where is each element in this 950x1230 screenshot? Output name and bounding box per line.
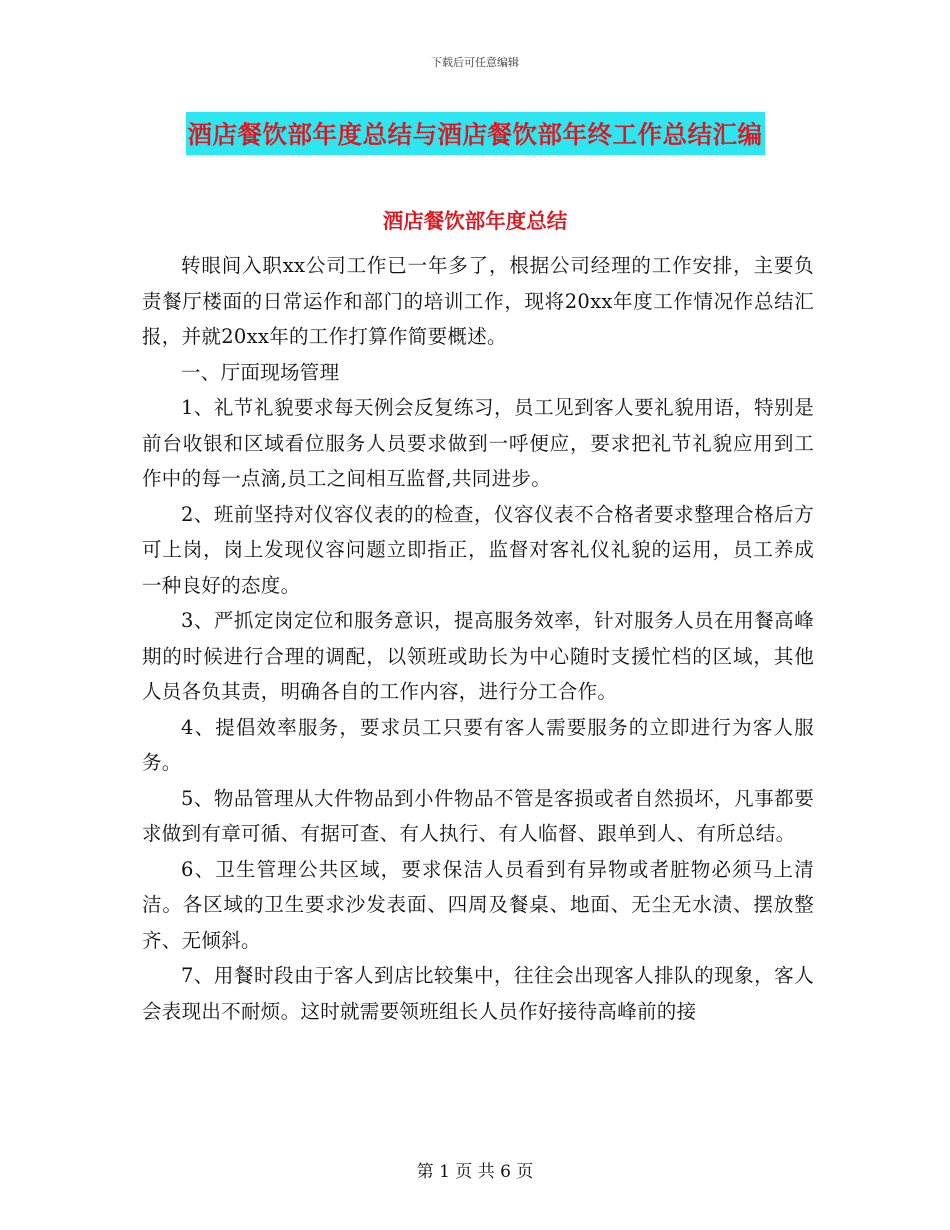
document-title-text: 酒店餐饮部年度总结与酒店餐饮部年终工作总结汇编 xyxy=(186,112,765,155)
document-body xyxy=(142,248,814,1029)
section-title: 酒店餐饮部年度总结 xyxy=(382,209,568,233)
paragraph-item-1: 1、礼节礼貌要求每天例会反复练习，员工见到客人要礼貌用语，特别是前台收银和区域看位服务人员要求做到一呼便应，要求把礼节礼貌应用到工作中的每一点滴,员工之间相互监督,共同进步。 xyxy=(142,396,814,490)
paragraph-item-3: 3、严抓定岗定位和服务意识，提高服务效率，针对服务人员在用餐高峰期的时候进行合理的调配，以领班或助长为中心随时支援忙档的区域，其他人员各负其责，明确各自的工作内容，进行分工合作。 xyxy=(142,609,814,703)
paragraph-item-6: 6、卫生管理公共区域，要求保洁人员看到有异物或者脏物必须马上清洁。各区域的卫生要求沙发表面、四周及餐桌、地面、无尘无水渍、摆放整齐、无倾斜。 xyxy=(142,857,814,952)
page-footer xyxy=(0,1157,950,1182)
paragraph-item-2: 2、班前坚持对仪容仪表的的检查，仪容仪表不合格者要求整理合格后方可上岗，岗上发现仪容问题立即指正，监督对客礼仪礼貌的运用，员工养成一种良好的态度。 xyxy=(142,502,814,597)
paragraph-item-4: 4、提倡效率服务，要求员工只要有客人需要服务的立即进行为客人服务。 xyxy=(142,715,814,774)
paragraph-item-7: 7、用餐时段由于客人到店比较集中，往往会出现客人排队的现象，客人会表现出不耐烦。这时就需要领班组长人员作好接待高峰前的接 xyxy=(142,964,814,1023)
paragraph-item-5: 5、物品管理从大件物品到小件物品不管是客损或者自然损坏，凡事都要求做到有章可循、有据可查、有人执行、有人临督、跟单到人、有所总结。 xyxy=(142,786,814,845)
document-title xyxy=(0,112,950,155)
paragraph-heading-hall-management: 一、厅面现场管理 xyxy=(181,360,340,384)
header-note: 下载后可任意编辑 xyxy=(431,56,519,69)
paragraph-intro: 转眼间入职xx公司工作已一年多了，根据公司经理的工作安排，主要负责餐厅楼面的日常运作和部门的培训工作，现将20xx年度工作情况作总结汇报，并就20xx年的工作打算作简要概述。 xyxy=(142,254,814,348)
page-number-label: 第 1 页 共 6 页 xyxy=(416,1162,534,1182)
